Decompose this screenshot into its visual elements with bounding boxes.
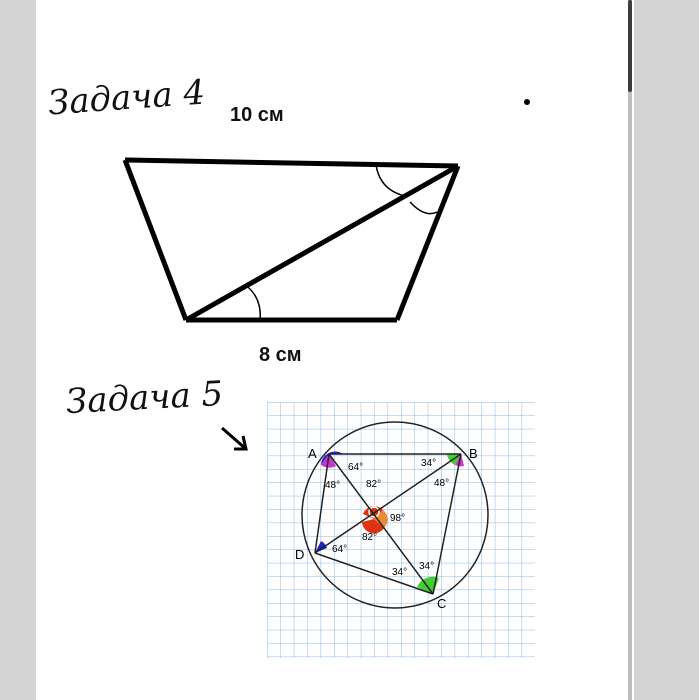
task5-heading: Задача 5 bbox=[65, 373, 225, 423]
quadrilateral-grid-figure bbox=[267, 402, 535, 658]
angle-label-a-top: 64° bbox=[348, 462, 364, 473]
angle-label-center-top: 82° bbox=[366, 479, 382, 490]
angle-label-b-bottom: 48° bbox=[434, 478, 450, 489]
vertex-b: B bbox=[469, 446, 478, 461]
angle-label-d: 64° bbox=[332, 544, 348, 555]
angle-label-c-left: 34° bbox=[392, 567, 408, 578]
angle-label-c-right: 34° bbox=[419, 561, 435, 572]
angle-label-b-top: 34° bbox=[421, 458, 437, 469]
angle-label-a-bottom: 48° bbox=[325, 480, 341, 491]
vertex-c: C bbox=[437, 596, 447, 611]
vertex-a: A bbox=[308, 446, 317, 461]
vertex-d: D bbox=[295, 547, 305, 562]
bottom-base-length: 8 см bbox=[259, 344, 302, 366]
angle-label-center-right: 98° bbox=[390, 513, 406, 524]
scrollbar-thumb[interactable] bbox=[628, 0, 632, 92]
task4-heading: Задача 4 bbox=[46, 72, 207, 124]
angle-label-center-bottom: 82° bbox=[362, 532, 378, 543]
scrollbar[interactable] bbox=[628, 0, 632, 700]
top-base-length: 10 см bbox=[230, 104, 284, 126]
